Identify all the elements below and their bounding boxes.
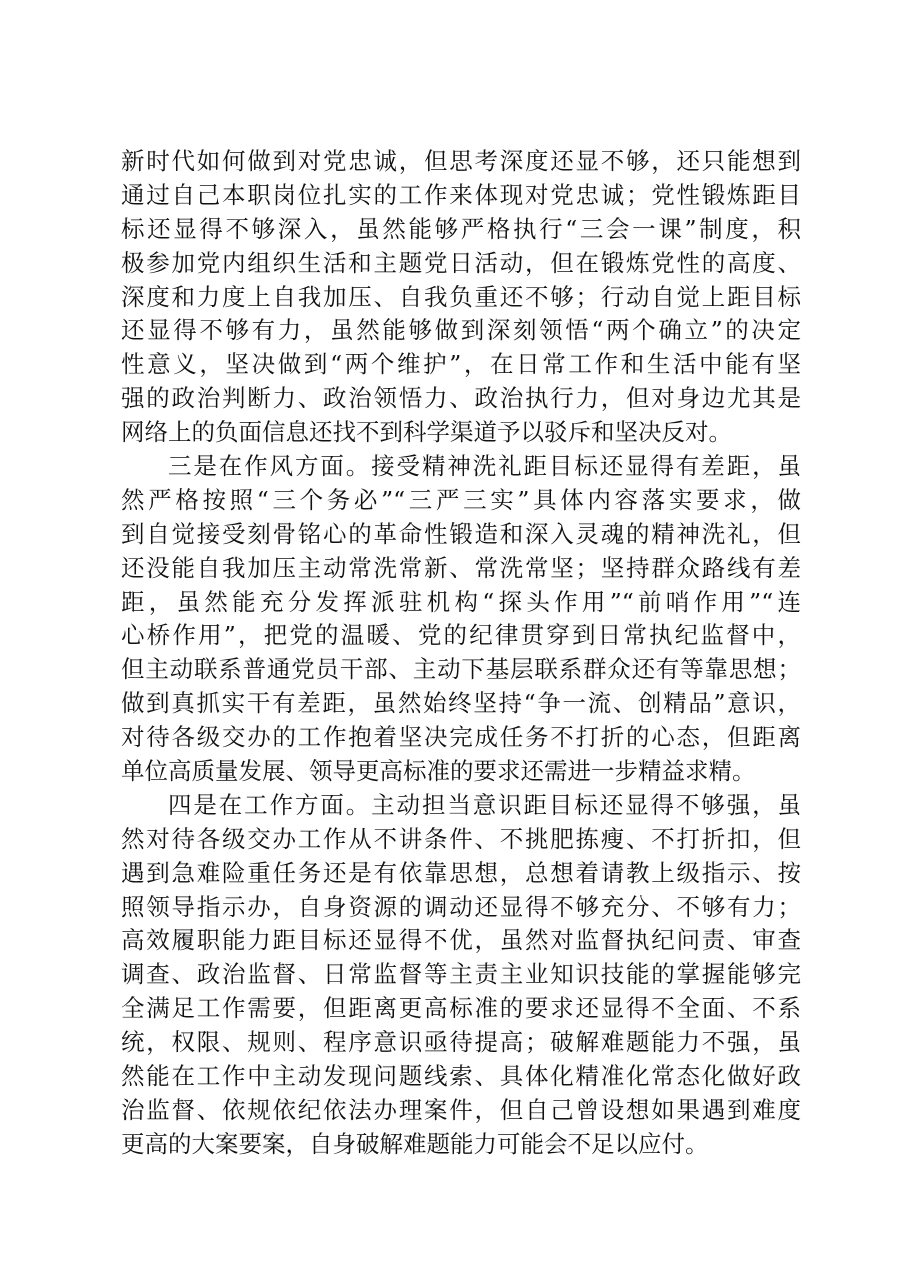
text-line: 照领导指示办，自身资源的调动还显得不够充分、不够有力；: [121, 892, 801, 921]
text-line: 心桥作用”，把党的温暖、党的纪律贯穿到日常执纪监督中，: [121, 621, 801, 650]
paragraph-3-work: [121, 789, 801, 1162]
text-line: 遇到急难险重任务还是有依靠思想，总想着请教上级指示、按: [121, 858, 801, 887]
document-body: [121, 145, 801, 1162]
text-line: 三是在作风方面。接受精神洗礼距目标还显得有差距，虽: [168, 452, 801, 481]
text-line: 然能在工作中主动发现问题线索、具体化精准化常态化做好政: [121, 1062, 801, 1091]
paragraph-2-style: [121, 450, 801, 789]
text-line: 强的政治判断力、政治领悟力、政治执行力，但对身边尤其是: [121, 384, 801, 413]
text-line: 对待各级交办的工作抱着坚决完成任务不打折的心态，但距离: [121, 723, 801, 752]
text-line: 到自觉接受刻骨铭心的革命性锻造和深入灵魂的精神洗礼，但: [121, 519, 801, 548]
text-line: 新时代如何做到对党忠诚，但思考深度还显不够，还只能想到: [121, 147, 801, 175]
text-line: 更高的大案要案，自身破解难题能力可能会不足以应付。: [121, 1129, 709, 1158]
text-line: 通过自己本职岗位扎实的工作来体现对党忠诚；党性锻炼距目: [121, 180, 801, 209]
text-line: 高效履职能力距目标还显得不优，虽然对监督执纪问责、审查: [121, 926, 801, 955]
text-line: 全满足工作需要，但距离更高标准的要求还显得不全面、不系: [121, 994, 801, 1023]
text-line: 治监督、依规依纪依法办理案件，但自己曾设想如果遇到难度: [121, 1095, 801, 1124]
text-line: 但主动联系普通党员干部、主动下基层联系群众还有等靠思想；: [121, 655, 801, 684]
text-line: 深度和力度上自我加压、自我负重还不够；行动自觉上距目标: [121, 282, 801, 311]
text-line: 还没能自我加压主动常洗常新、常洗常坚；坚持群众路线有差: [121, 553, 801, 582]
text-line: 还显得不够有力，虽然能够做到深刻领悟“两个确立”的决定: [121, 316, 801, 345]
text-line: 网络上的负面信息还找不到科学渠道予以驳斥和坚决反对。: [121, 418, 732, 447]
text-line: 四是在工作方面。主动担当意识距目标还显得不够强，虽: [168, 790, 801, 819]
text-line: 标还显得不够深入，虽然能够严格执行“三会一课”制度，积: [121, 214, 801, 243]
text-line: 极参加党内组织生活和主题党日活动，但在锻炼党性的高度、: [121, 248, 801, 277]
paragraph-1: [121, 145, 801, 450]
text-line: 然严格按照“三个务必”“三严三实”具体内容落实要求，做: [121, 485, 801, 514]
text-line: 调查、政治监督、日常监督等主责主业知识技能的掌握能够完: [121, 960, 801, 989]
text-line: 然对待各级交办工作从不讲条件、不挑肥拣瘦、不打折扣，但: [121, 824, 801, 853]
text-line: 做到真抓实干有差距，虽然始终坚持“争一流、创精品”意识，: [121, 689, 801, 718]
text-line: 单位高质量发展、领导更高标准的要求还需进一步精益求精。: [121, 757, 756, 786]
text-line: 距，虽然能充分发挥派驻机构“探头作用”“前哨作用”“连: [121, 587, 801, 616]
text-line: 统，权限、规则、程序意识亟待提高；破解难题能力不强，虽: [121, 1028, 801, 1057]
text-line: 性意义，坚决做到“两个维护”，在日常工作和生活中能有坚: [121, 350, 801, 379]
